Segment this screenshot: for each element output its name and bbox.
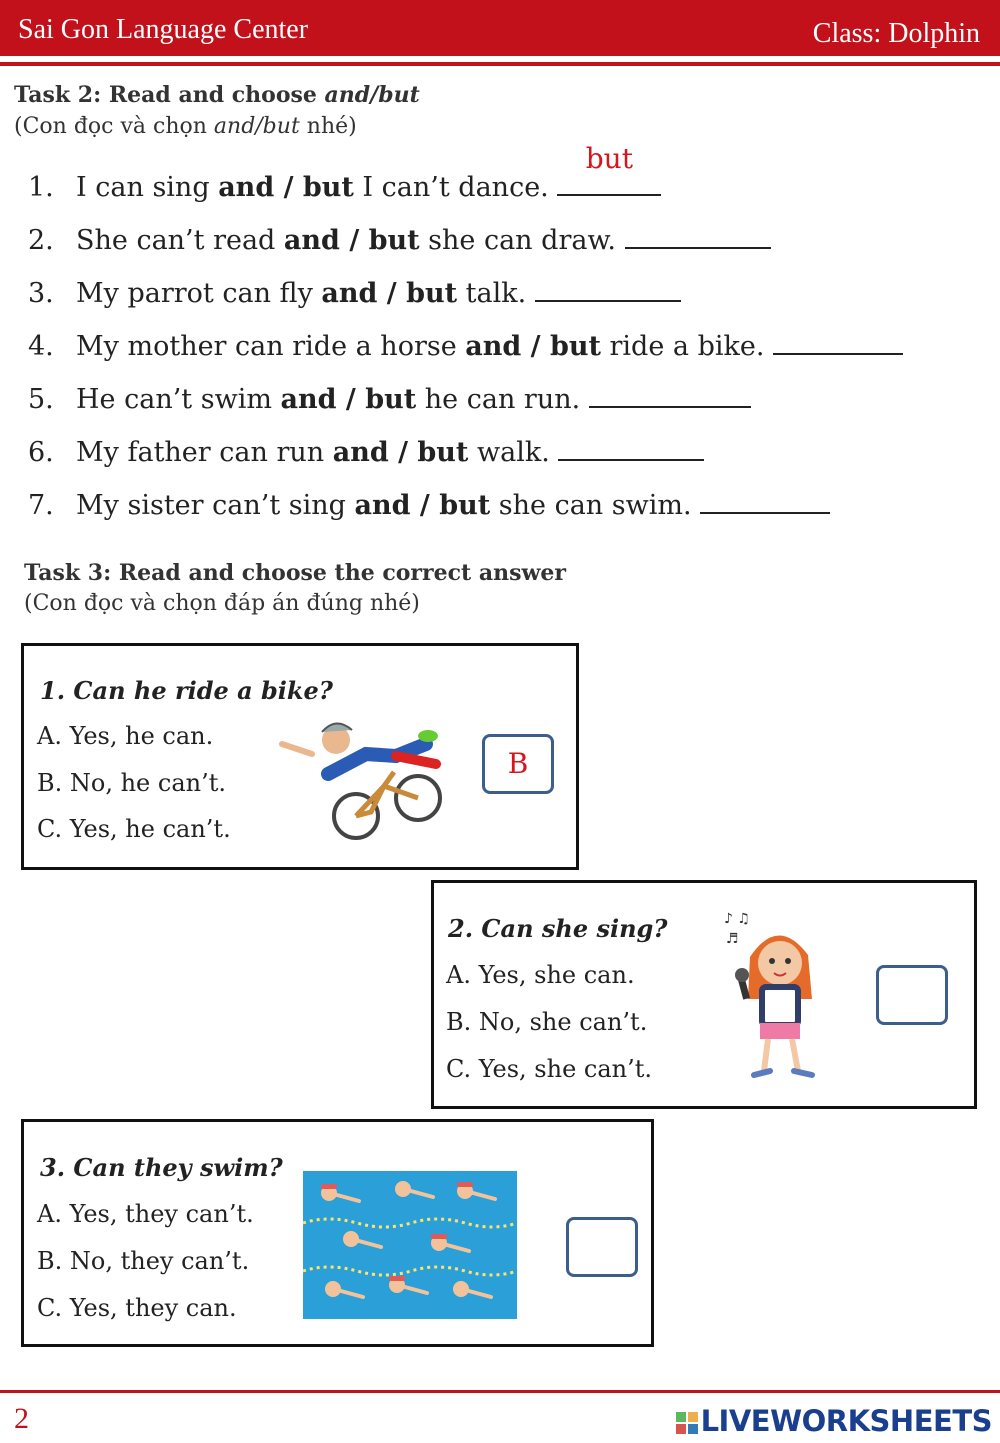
header-divider bbox=[0, 62, 1000, 66]
answer-blank[interactable] bbox=[773, 331, 903, 355]
task3-title: Task 3: Read and choose the correct answer bbox=[24, 560, 566, 586]
choice-and-but[interactable]: and / but bbox=[332, 437, 469, 468]
question-box-2 bbox=[431, 880, 977, 1109]
liveworksheets-logo-icon bbox=[676, 1412, 698, 1434]
choice-and-but[interactable]: and / but bbox=[465, 331, 601, 362]
question-title: 2. Can she sing? bbox=[448, 914, 668, 943]
option-b: B. No, they can’t. bbox=[37, 1247, 250, 1275]
answer-blank[interactable] bbox=[700, 490, 830, 514]
choice-and-but[interactable]: and / but bbox=[321, 278, 458, 309]
option-b: B. No, he can’t. bbox=[37, 769, 226, 797]
option-c: C. Yes, she can’t. bbox=[446, 1055, 653, 1083]
answer-blank[interactable] bbox=[558, 437, 704, 461]
boy-falling-off-bike-illustration bbox=[276, 714, 446, 852]
answer-blank[interactable]: but bbox=[557, 172, 661, 196]
center-name: Sai Gon Language Center bbox=[18, 14, 309, 45]
class-name: Class: Dolphin bbox=[812, 18, 980, 49]
footer-divider bbox=[0, 1390, 1000, 1393]
answer-blank[interactable] bbox=[535, 278, 681, 302]
question-box-1 bbox=[21, 643, 579, 870]
answer-blank[interactable] bbox=[589, 384, 751, 408]
answer-box[interactable] bbox=[876, 965, 948, 1025]
choice-and-but[interactable]: and / but bbox=[283, 225, 420, 256]
option-c: C. Yes, they can. bbox=[37, 1294, 237, 1322]
option-a: A. Yes, he can. bbox=[37, 722, 214, 750]
liveworksheets-brand: LIVEWORKSHEETS bbox=[676, 1404, 992, 1438]
task2-item-7: 7. My sister can’t sing and / but she can swim. bbox=[28, 490, 830, 521]
task2-item-1: 1. I can sing and / but I can’t dance. but bbox=[28, 172, 661, 203]
header-bar bbox=[0, 0, 1000, 56]
choice-and-but[interactable]: and / but bbox=[218, 172, 354, 203]
question-title: 1. Can he ride a bike? bbox=[40, 676, 333, 705]
answer-box[interactable] bbox=[566, 1217, 638, 1277]
task2-item-5: 5. He can’t swim and / but he can run. bbox=[28, 384, 751, 415]
girl-singing-illustration bbox=[720, 907, 830, 1083]
task2-item-2: 2. She can’t read and / but she can draw. bbox=[28, 225, 771, 256]
svg-text:♪ ♫: ♪ ♫ bbox=[724, 911, 750, 927]
task3-subtitle: (Con đọc và chọn đáp án đúng nhé) bbox=[24, 591, 420, 616]
answer-blank[interactable] bbox=[625, 225, 771, 249]
page-number: 2 bbox=[14, 1402, 29, 1435]
choice-and-but[interactable]: and / but bbox=[280, 384, 417, 415]
question-title: 3. Can they swim? bbox=[40, 1153, 283, 1182]
task2-item-3: 3. My parrot can fly and / but talk. bbox=[28, 278, 681, 309]
option-c: C. Yes, he can’t. bbox=[37, 815, 231, 843]
answer-box[interactable]: B bbox=[482, 734, 554, 794]
task2-item-4: 4. My mother can ride a horse and / but ride a bike. bbox=[28, 331, 903, 362]
children-swimming-illustration bbox=[303, 1171, 517, 1319]
svg-text:♬: ♬ bbox=[726, 931, 739, 947]
option-a: A. Yes, she can. bbox=[446, 961, 635, 989]
task2-item-6: 6. My father can run and / but walk. bbox=[28, 437, 704, 468]
question-box-3 bbox=[21, 1119, 654, 1347]
task2-title: Task 2: Read and choose and/but bbox=[14, 82, 420, 108]
option-a: A. Yes, they can’t. bbox=[37, 1200, 254, 1228]
task2-subtitle: (Con đọc và chọn and/but nhé) bbox=[14, 114, 357, 139]
option-b: B. No, she can’t. bbox=[446, 1008, 648, 1036]
choice-and-but[interactable]: and / but bbox=[354, 490, 491, 521]
